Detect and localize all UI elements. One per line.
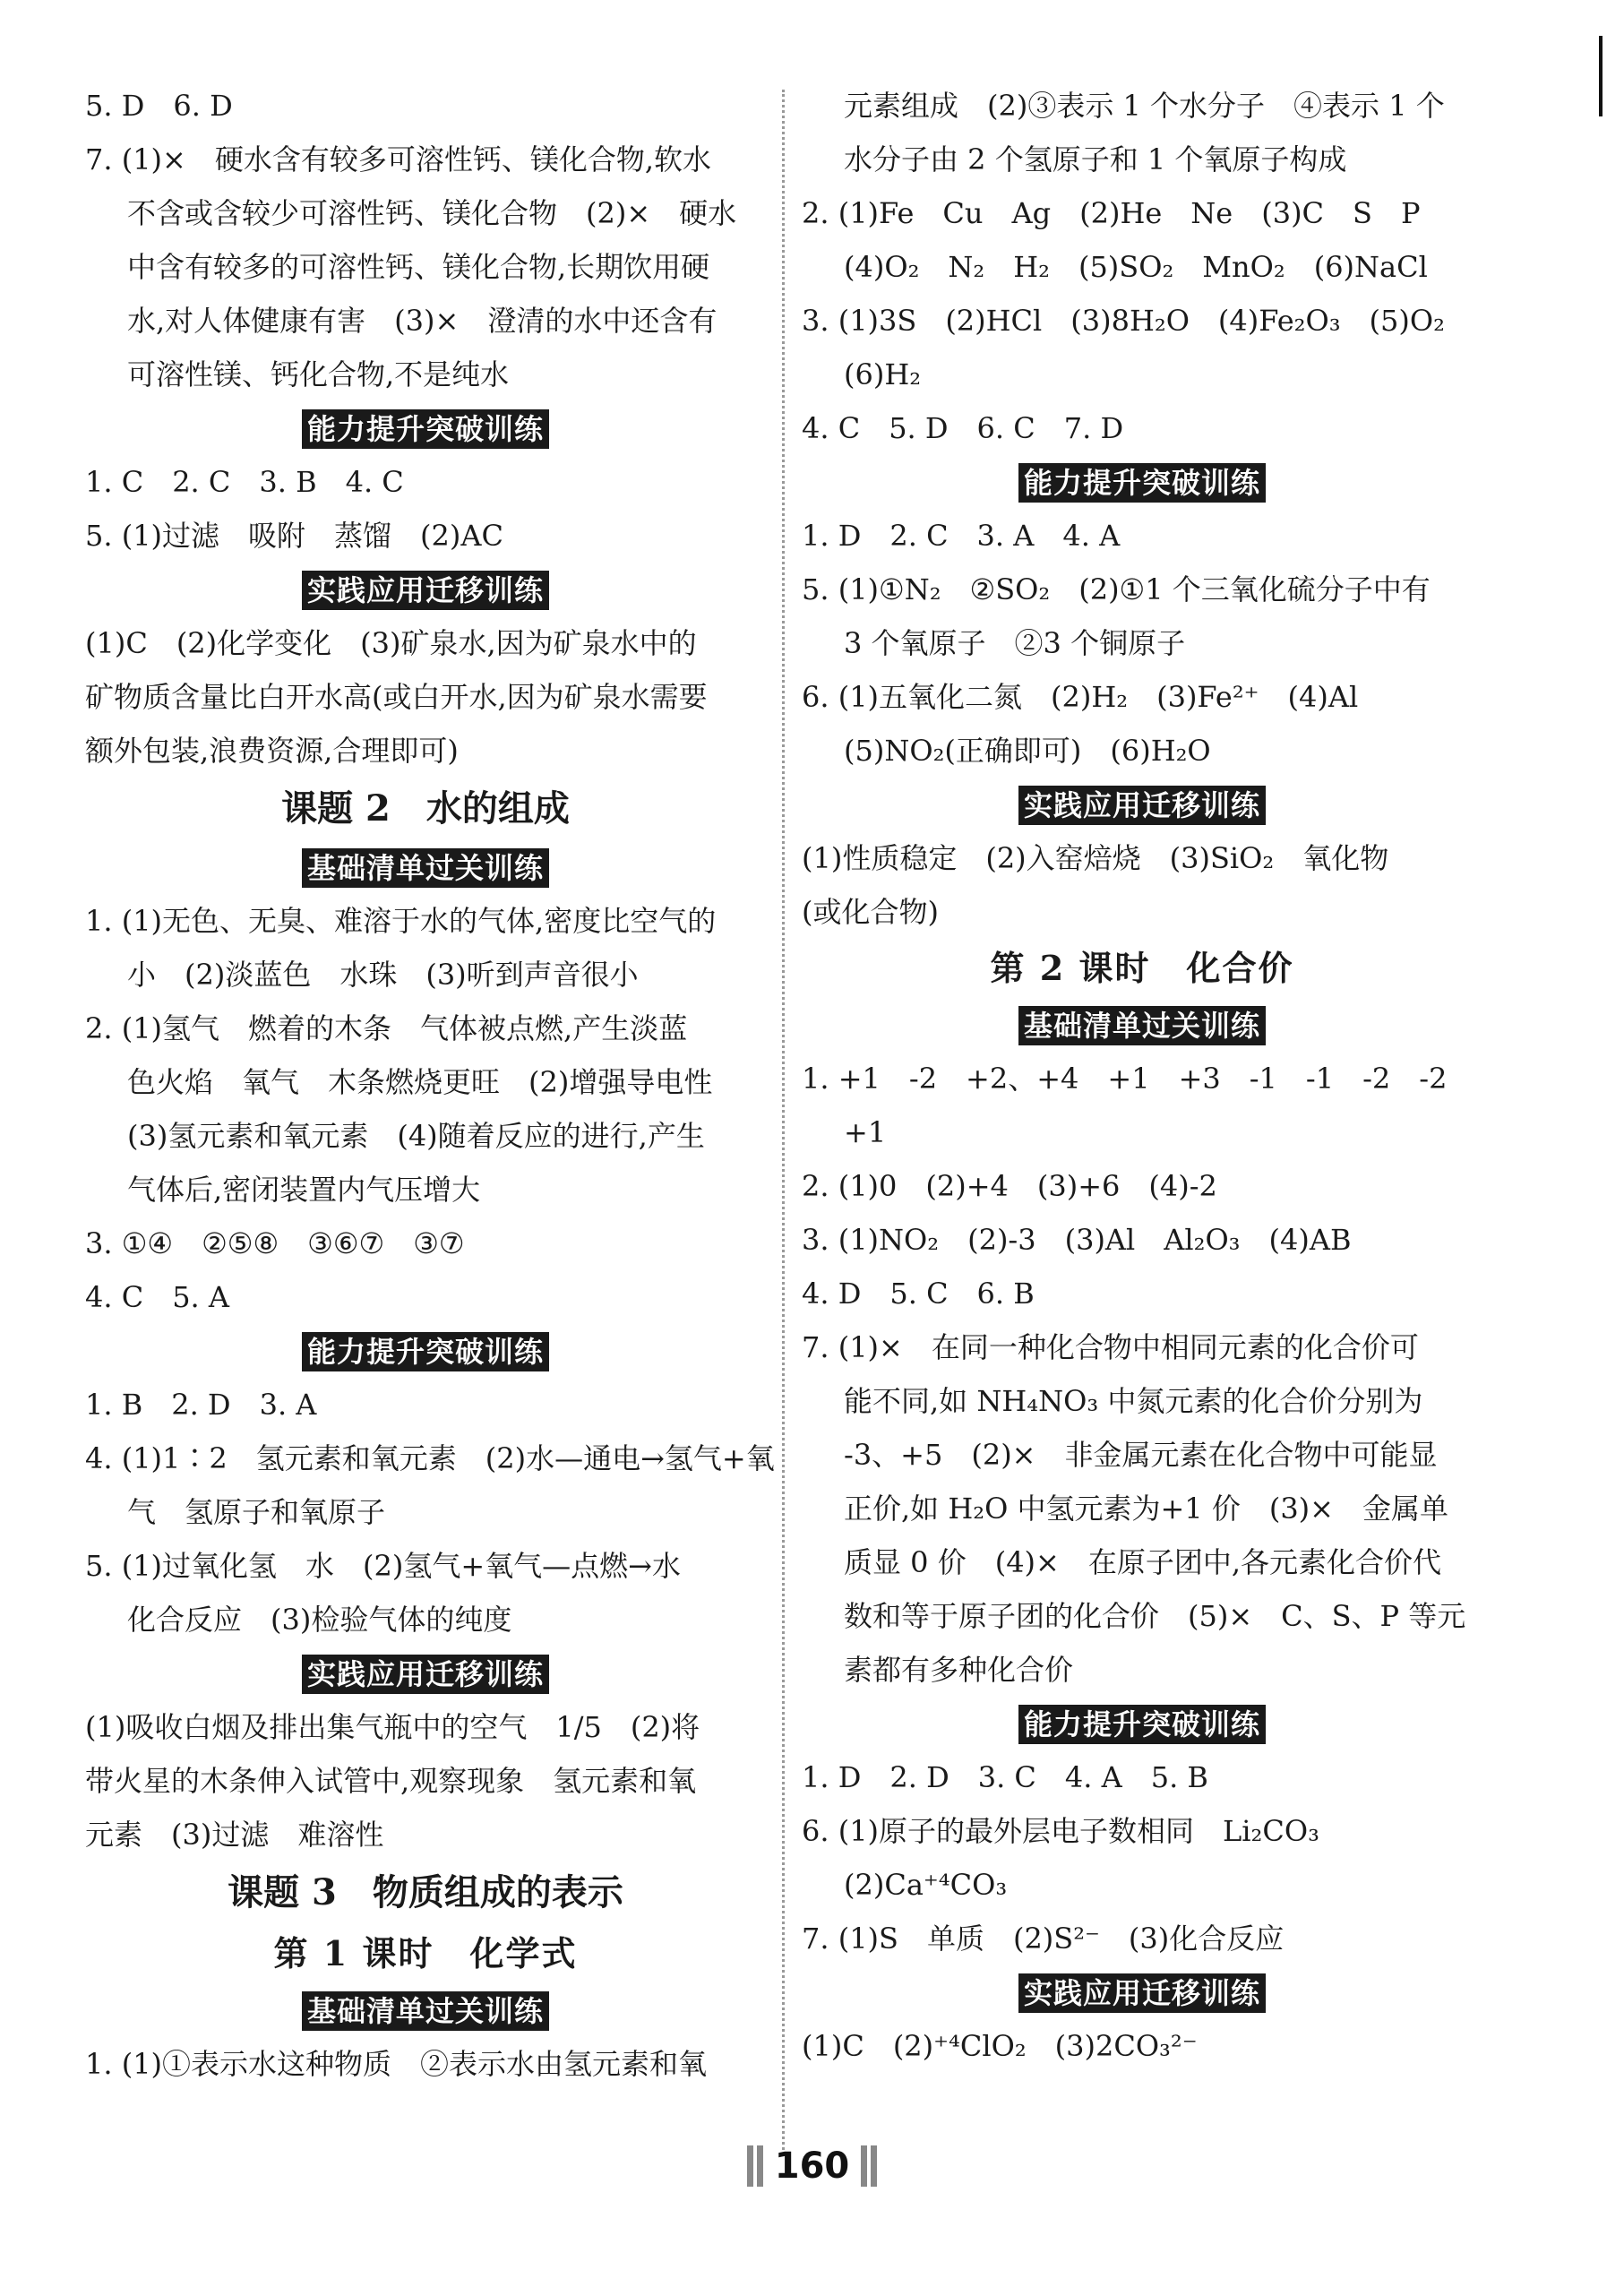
answer-line: 3. (1)3S (2)HCl (3)8H₂O (4)Fe₂O₃ (5)O₂ xyxy=(802,304,1445,338)
answer-line: 3. ①④ ②⑤⑧ ③⑥⑦ ③⑦ xyxy=(85,1226,465,1260)
footer-bar-left xyxy=(757,2145,763,2187)
period-title: 第 1 课时 化学式 xyxy=(273,1933,578,1973)
answer-line: +1 xyxy=(844,1115,887,1149)
answer-line: 1. C 2. C 3. B 4. C xyxy=(85,465,404,499)
section-heading-label: 能力提升突破训练 xyxy=(302,409,549,449)
answer-line: (或化合物) xyxy=(802,895,939,929)
answer-line: 水,对人体健康有害 (3)× 澄清的水中还含有 xyxy=(127,304,717,338)
answer-line: 元素 (3)过滤 难溶性 xyxy=(85,1818,384,1852)
answer-line: 2. (1)氢气 燃着的木条 气体被点燃,产生淡蓝 xyxy=(85,1011,688,1045)
lesson-title: 课题 2 水的组成 xyxy=(281,787,570,830)
footer-bar-left xyxy=(747,2145,753,2187)
page-edge-mark xyxy=(1599,36,1603,116)
answer-line: 水分子由 2 个氢原子和 1 个氧原子构成 xyxy=(844,142,1347,176)
section-heading xyxy=(802,778,1482,831)
answer-line: 1. (1)无色、无臭、难溶于水的气体,密度比空气的 xyxy=(85,904,717,938)
answer-line: (6)H₂ xyxy=(844,357,922,391)
answer-line: 质显 0 价 (4)× 在原子团中,各元素化合价代 xyxy=(844,1545,1442,1579)
section-heading-label: 基础清单过关训练 xyxy=(302,848,549,888)
answer-line: 4. (1)1∶2 氢元素和氧元素 (2)水—通电→氢气+氧 xyxy=(85,1441,775,1475)
section-heading xyxy=(802,1697,1482,1750)
answer-line: 1. (1)①表示水这种物质 ②表示水由氢元素和氧 xyxy=(85,2047,708,2081)
answer-line: 2. (1)0 (2)+4 (3)+6 (4)-2 xyxy=(802,1169,1217,1203)
answer-line: 正价,如 H₂O 中氢元素为+1 价 (3)× 金属单 xyxy=(844,1492,1448,1526)
section-heading xyxy=(85,840,766,894)
answer-line: (2)Ca⁺⁴CO₃ xyxy=(844,1868,1008,1902)
answer-line: 4. C 5. D 6. C 7. D xyxy=(802,411,1124,445)
answer-line: 2. (1)Fe Cu Ag (2)He Ne (3)C S P xyxy=(802,196,1421,230)
answer-line: 3. (1)NO₂ (2)-3 (3)Al Al₂O₃ (4)AB xyxy=(802,1223,1352,1257)
answer-line: (4)O₂ N₂ H₂ (5)SO₂ MnO₂ (6)NaCl xyxy=(844,250,1428,284)
answer-line: (1)性质稳定 (2)入窑焙烧 (3)SiO₂ 氧化物 xyxy=(802,841,1389,875)
answer-line: 额外包装,浪费资源,合理即可) xyxy=(85,734,459,768)
section-heading-label: 能力提升突破训练 xyxy=(302,1332,549,1371)
footer-bar-right xyxy=(861,2145,867,2187)
answer-line: 6. (1)原子的最外层电子数相同 Li₂CO₃ xyxy=(802,1814,1319,1848)
answer-line: 不含或含较少可溶性钙、镁化合物 (2)× 硬水 xyxy=(127,196,737,230)
section-heading xyxy=(85,1646,766,1700)
page-footer xyxy=(0,2145,1624,2187)
answer-line: (3)氢元素和氧元素 (4)随着反应的进行,产生 xyxy=(127,1119,705,1153)
answer-line: 1. D 2. D 3. C 4. A 5. B xyxy=(802,1760,1208,1794)
section-heading-label: 实践应用迁移训练 xyxy=(302,1655,549,1694)
section-heading xyxy=(802,455,1482,509)
left-column xyxy=(85,79,775,2091)
answer-line: 能不同,如 NH₄NO₃ 中氮元素的化合价分别为 xyxy=(844,1384,1423,1418)
answer-line: 4. C 5. A xyxy=(85,1280,230,1314)
section-heading-label: 基础清单过关训练 xyxy=(1018,1006,1266,1045)
section-heading-label: 能力提升突破训练 xyxy=(1018,463,1266,503)
section-heading-label: 实践应用迁移训练 xyxy=(1018,786,1266,825)
right-column xyxy=(802,79,1482,2073)
answer-line: 1. D 2. C 3. A 4. A xyxy=(802,519,1121,553)
section-heading-label: 能力提升突破训练 xyxy=(1018,1705,1266,1744)
page-number: 160 xyxy=(774,2145,850,2187)
section-heading xyxy=(85,1324,766,1378)
answer-line: 6. (1)五氧化二氮 (2)H₂ (3)Fe²⁺ (4)Al xyxy=(802,680,1359,714)
answer-line: 5. D 6. D xyxy=(85,89,233,123)
answer-line: 气 氢原子和氧原子 xyxy=(127,1495,386,1529)
section-heading xyxy=(802,998,1482,1052)
answer-line: 可溶性镁、钙化合物,不是纯水 xyxy=(127,357,510,391)
answer-line: 5. (1)过氧化氢 水 (2)氢气+氧气—点燃→水 xyxy=(85,1549,681,1583)
section-heading-label: 基础清单过关训练 xyxy=(302,1991,549,2031)
answer-line: 3 个氧原子 ②3 个铜原子 xyxy=(844,626,1186,660)
answer-line: 素都有多种化合价 xyxy=(844,1653,1074,1687)
section-heading xyxy=(85,401,766,455)
answer-line: 数和等于原子团的化合价 (5)× C、S、P 等元 xyxy=(844,1599,1466,1633)
answer-line: (1)C (2)化学变化 (3)矿泉水,因为矿泉水中的 xyxy=(85,626,697,660)
column-divider xyxy=(782,90,785,2150)
answer-line: 中含有较多的可溶性钙、镁化合物,长期饮用硬 xyxy=(127,250,710,284)
answer-line: 7. (1)× 在同一种化合物中相同元素的化合价可 xyxy=(802,1330,1419,1364)
period-title: 第 2 课时 化合价 xyxy=(990,948,1294,988)
answer-line: 矿物质含量比白开水高(或白开水,因为矿泉水需要 xyxy=(85,680,708,714)
answer-line: 小 (2)淡蓝色 水珠 (3)听到声音很小 xyxy=(127,958,639,992)
answer-line: 气体后,密闭装置内气压增大 xyxy=(127,1173,481,1207)
answer-line: 7. (1)× 硬水含有较多可溶性钙、镁化合物,软水 xyxy=(85,142,712,176)
answer-line: 4. D 5. C 6. B xyxy=(802,1277,1035,1311)
section-heading-label: 实践应用迁移训练 xyxy=(1018,1973,1266,2013)
answer-line: 色火焰 氧气 木条燃烧更旺 (2)增强导电性 xyxy=(127,1065,713,1099)
answer-line: (1)吸收白烟及排出集气瓶中的空气 1/5 (2)将 xyxy=(85,1710,700,1744)
answer-line: -3、+5 (2)× 非金属元素在化合物中可能显 xyxy=(844,1438,1438,1472)
section-heading xyxy=(85,563,766,616)
section-heading-label: 实践应用迁移训练 xyxy=(302,571,549,610)
section-heading xyxy=(802,1965,1482,2019)
answer-line: 元素组成 (2)③表示 1 个水分子 ④表示 1 个 xyxy=(844,89,1445,123)
answer-line: 1. +1 -2 +2、+4 +1 +3 -1 -1 -2 -2 xyxy=(802,1062,1448,1096)
lesson-title: 课题 3 物质组成的表示 xyxy=(228,1871,623,1913)
answer-line: (5)NO₂(正确即可) (6)H₂O xyxy=(844,734,1211,768)
section-heading xyxy=(85,1983,766,2037)
footer-bar-right xyxy=(871,2145,877,2187)
answer-line: 5. (1)过滤 吸附 蒸馏 (2)AC xyxy=(85,519,503,553)
answer-line: 化合反应 (3)检验气体的纯度 xyxy=(127,1603,512,1637)
answer-line: (1)C (2)⁺⁴ClO₂ (3)2CO₃²⁻ xyxy=(802,2029,1198,2063)
answer-line: 1. B 2. D 3. A xyxy=(85,1388,317,1422)
answer-line: 7. (1)S 单质 (2)S²⁻ (3)化合反应 xyxy=(802,1922,1285,1956)
answer-line: 5. (1)①N₂ ②SO₂ (2)①1 个三氧化硫分子中有 xyxy=(802,572,1431,606)
answer-line: 带火星的木条伸入试管中,观察现象 氢元素和氧 xyxy=(85,1764,697,1798)
